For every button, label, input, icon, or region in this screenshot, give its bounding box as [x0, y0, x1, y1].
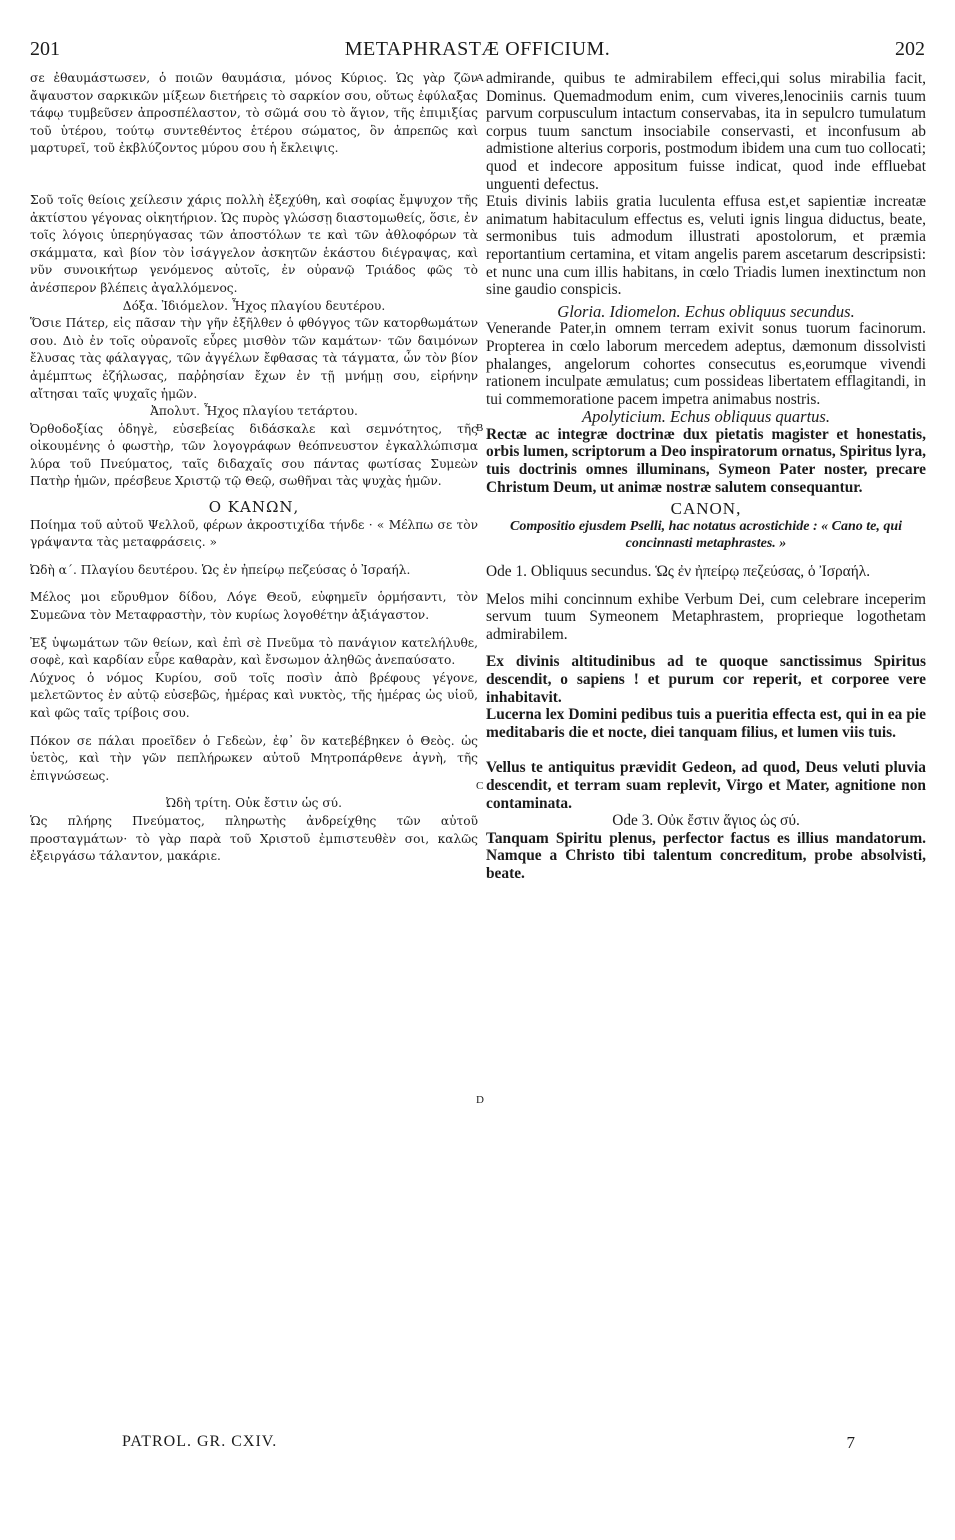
margin-mark-b: B — [476, 422, 484, 434]
greek-paragraph: Σοῦ τοῖς θείοις χείλεσιν χάρις πολλὴ ἐξεχύθη, καὶ σοφίας ἔμψυχον τῆς ἀκτίστου γέγονας οἰκητήριον. Ὡς πυρὸς γλώσσῃ διαστομωθείς, ὅσιε, ἐν τοῖς λόγοις ὑπερηύγασας τῶν ἀποστόλων τε καὶ τῶν ἀθλοφόρων τὰ σκάμματα, καὶ βίον τὸν ἰσάγγελον ἀσκητῶν ἑκάστου διέγραψας, καὶ νῦν συνοικήτωρ γενόμενος αὐτοῖς, ἐν οὐρανῷ Τριάδος φῶς τὸ ἀνέσπερον βλέπεις ἀγαλλόμενος. — [30, 192, 478, 295]
latin-paragraph: Rectæ ac integræ doctrinæ dux pietatis magister et honestatis, orbis lumen, scriptorum a Deo inspiratorum ornatus, Spiritus lyra, tuis doctrinis omnes illuminans, Symeon Pater noster, precare Christum Deum, ut animæ nostræ salutem consequantur. — [486, 425, 926, 496]
greek-heading: Δόξα. Ἰδιόμελον. Ἦχος πλαγίου δευτέρου. — [122, 298, 386, 313]
greek-ode-heading: Ὠδὴ τρίτη. Οὐκ ἔστιν ὡς σύ. — [166, 796, 342, 811]
greek-paragraph: σε ἐθαυμάστωσεν, ὁ ποιῶν θαυμάσια, μόνος Κύριος. Ὡς γὰρ ζῶν ἄψαυστον σαρκικῶν μίξεων διετήρεις τὸ σαρκίον σου, οὕτως ἐφύλαξας τάφῳ τυμβεῦσεν ἀπροσπέλαστον, τὸ σῶμά σου τὸ ἅγιον, τῆς ἐπιμιξίας τοῦ ὑτέρου, τούτῳ συντεθέντος ἑτέρου σώματος, ὃν ἀπρεπῶς καὶ μαρτυρεῖ, τοῦ ἐκβλύζοντος μύρου σου ἡ ἔκλειψις. — [30, 71, 478, 156]
greek-ode-heading: Ὠδὴ α΄. Πλαγίου δευτέρου. Ὡς ἐν ἠπείρῳ πεζεύσας ὁ Ἰσραήλ. — [30, 562, 411, 577]
latin-troparion: Lucerna lex Domini pedibus tuis a pueritia effecta est, qui in ea pie meditabaris die et nocte, diei tanquam filius, et lumen viis tuis. — [486, 706, 926, 741]
latin-heading: Apolyticium. Echus obliquus quartus. — [582, 407, 830, 427]
greek-troparion: Μέλος μοι εὔρυθμον δίδου, Λόγε Θεοῦ, εὐφημεῖν ὁρμήσαντι, τὸν Συμεῶνα τὸν Μεταφραστὴν, τὸν κυρίως λογοθέτην ἀξιάγαστον. — [30, 590, 478, 623]
latin-troparion: Vellus te antiquitus prævidit Gedeon, ad quod, Deus veluti pluvia descendit, et terram suam replevit, Virgo et Mater, agnitione non contaminata. — [486, 759, 926, 812]
right-page-number: 202 — [895, 38, 925, 60]
greek-acrostic-note: Ποίημα τοῦ αὐτοῦ Ψελλοῦ, φέρων ἀκροστιχίδα τήνδε · « Μέλπω σε τὸν γράψαντα τὰς μεταφράσεις. » — [30, 517, 478, 550]
page-header — [30, 38, 925, 64]
page-footer — [30, 1433, 925, 1457]
greek-paragraph: Ὅσιε Πάτερ, εἰς πᾶσαν τὴν γῆν ἐξῆλθεν ὁ φθόγγος τῶν κατορθωμάτων σου. Διὸ ἐν τοῖς οὐρανοῖς εὗρες μισθὸν τῶν καμάτων· τῶν δαιμόνων ἔλυσας τὰς φάλαγγας, τῶν ἀγγέλων ἔφθασας τὰ τάγματα, ὧν τὸν βίον ἀμέμπτως ἐζήλωσας, παῤῥησίαν ἔχων ἐν τῇ μνήμῃ σου, εἰρήνην αἴτησαι ταῖς ψυχαῖς ἡμῶν. — [30, 316, 478, 401]
latin-troparion: Ex divinis altitudinibus ad te quoque sanctissimus Spiritus descendit, o sapiens ! et purum cor reperit, et corporee vere inhabitavit. — [486, 653, 926, 706]
greek-canon-title: Ο ΚΑΝΩΝ, — [208, 498, 300, 517]
left-page-number: 201 — [30, 38, 60, 60]
margin-mark-c: C — [476, 780, 484, 792]
greek-heading: Ἀπολυτ. Ἦχος πλαγίου τετάρτου. — [150, 404, 358, 419]
greek-troparion: Ὡς πλήρης Πνεύματος, πληρωτὴς ἀνδρείχθης τῶν αὐτοῦ προσταγμάτων· τὸ γὰρ παρὰ τοῦ Χριστοῦ ἐμπιστευθὲν σοι, καλῶς ἐξειργάσω τάλαντον, μακάριε. — [30, 813, 478, 864]
greek-troparion: Ἐξ ὑψωμάτων τῶν θείων, καὶ ἐπὶ σὲ Πνεῦμα τὸ πανάγιον κατελήλυθε, σοφὲ, καὶ καρδίαν εὗρε καθαρὰν, καὶ ἔνσωμον ἀληθῶς ἀνεπαύσατο. — [30, 635, 478, 668]
latin-paragraph: admirande, quibus te admirabilem effeci,qui solus mirabilia facit, Dominus. Quemadmodum enim, cum viveres,lenociniis carnis tuum parvum corpusculum intactum conservabas, ita in sepulcro tumulatum corpus tuum sanctum insociabile conservasti, et inconfusum ab admistione alterius corporis, postmodum ibidem una cum tuo collocati; quod et indecore appositum fuisse indicat, quod inde effluebat unguenti defectus. — [486, 70, 926, 193]
volume-signature: PATROL. GR. CXIV. — [122, 1433, 278, 1450]
latin-heading: Gloria. Idiomelon. Echus obliquus secundus. — [557, 301, 855, 321]
latin-paragraph: Etuis divinis labiis gratia luculenta effusa est,et sapientiæ increatæ animatum habitaculum effectus es, veluti ignis lingua diductus, beate, sermonibus tuis admodum illustrati apostolorum, et præmia reportantium certamina, et vitam angelis parem ascetarum descripsisti: et nunc una cum illis habitans, in cœlo Triadis lumen inextinctum non sine gaudio conspicis. — [486, 193, 926, 299]
latin-ode-heading: Ode 1. Obliquus secundus. Ὡς ἐν ἠπείρῳ πεζεύσας, ὁ Ἰσραήλ. — [486, 563, 871, 581]
latin-troparion: Melos mihi concinnum exhibe Verbum Dei, cum celebrare inceperim servum tuum Symeonem Metaphrastem, proprieque logothetam admirabilem. — [486, 590, 926, 643]
greek-troparion: Πόκον σε πάλαι προεῖδεν ὁ Γεδεὼν, ἐφ᾽ ὃν κατεβέβηκεν ὁ Θεὸς. ὡς ὑετὸς, καὶ τὴν γῶν πεπλήρωκεν αὐτοῦ Μητροπάρθενε ἁγνὴ, τῆς ἐπιγνώσεως. — [30, 733, 478, 783]
greek-column — [30, 70, 478, 866]
latin-acrostic-note: Compositio ejusdem Pselli, hac notatus acrostichide : « Cano te, qui concinnasti metaphrastes. » — [509, 518, 903, 552]
latin-paragraph: Venerande Pater,in omnem terram exivit sonus tuorum facinorum. Propterea in cœlo laborum mercedem adeptus, dæmonum dissolvisti phalanges, angelorum cohortes consecutus es,eorumque vivendi rationem inculpate æmulatus; cum possideas libertatem efflagitandi, in tui commemoratione pacem impetra animabus nostris. — [486, 320, 926, 408]
latin-column — [486, 70, 926, 883]
margin-mark-d: D — [476, 1094, 484, 1106]
latin-troparion: Tanquam Spiritu plenus, perfector factus es illius mandatorum. Namque a Christo tibi talentum concreditum, probe absolvisti, beate. — [486, 829, 926, 882]
margin-mark-a: A — [476, 72, 484, 84]
greek-paragraph: Ὀρθοδοξίας ὁδηγὲ, εὐσεβείας διδάσκαλε καὶ σεμνότητος, τῆς οἰκουμένης ὁ φωστὴρ, τῶν λογογράφων θεόπνευστον ἐγκαλλώπισμα λύρα τοῦ Πνεύματος, ταῖς διδαχαῖς σου πάντας φωτίσας Συμεὼν Πατὴρ ἡμῶν, πρέσβευε Χριστῷ τῷ Θεῷ, σωθῆναι τὰς ψυχὰς ἡμῶν. — [30, 421, 478, 489]
greek-troparion: Λύχνος ὁ νόμος Κυρίου, σοῦ τοῖς ποσὶν ἀπὸ βρέφους γέγονε, μελετῶντος ἐν αὐτῷ εὐσεβῶς, ἡμέρας καὶ νυκτὸς, τῆς ἡμέρας ὡς υἱοῦ, καὶ φῶς ταῖς τρίβοις σου. — [30, 670, 478, 720]
latin-ode-heading: Ode 3. Οὐκ ἔστιν ἅγιος ὡς σύ. — [612, 812, 800, 830]
latin-canon-title: CANON, — [670, 499, 742, 519]
gathering-number: 7 — [846, 1433, 855, 1452]
running-title: METAPHRASTÆ OFFICIUM. — [344, 38, 611, 60]
